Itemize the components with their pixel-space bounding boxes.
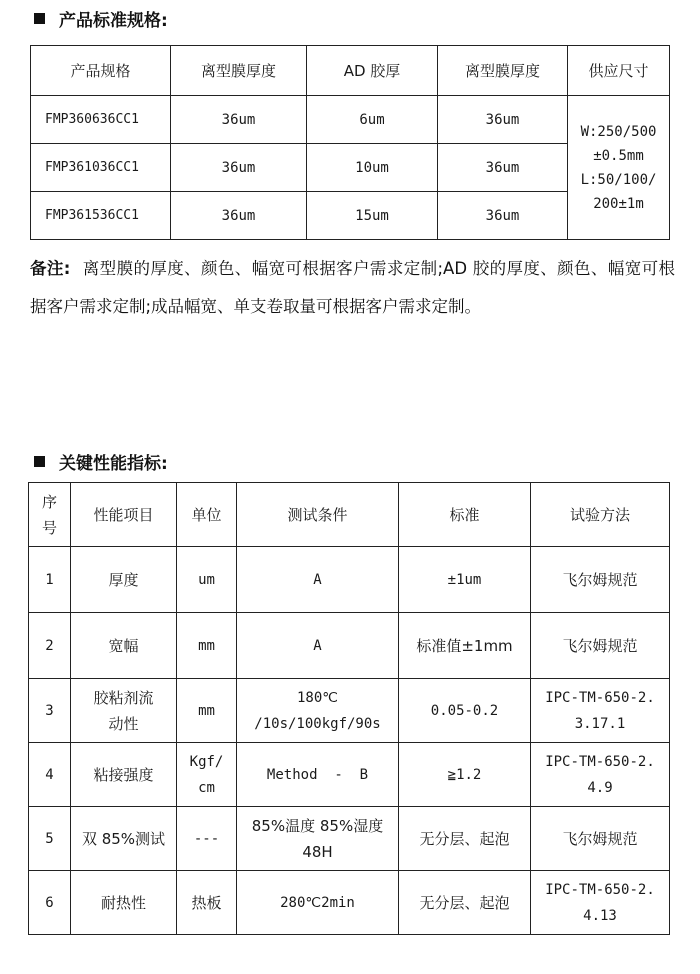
cell-line: 180℃ <box>296 689 338 706</box>
standard-cell <box>399 679 531 743</box>
item-cell <box>71 613 177 679</box>
spec-section-heading <box>34 6 168 31</box>
row-number: 1 <box>29 547 71 613</box>
cell-line: um <box>198 571 215 588</box>
unit-cell <box>177 807 237 871</box>
header-cell: 离型膜厚度 <box>438 46 568 96</box>
table-cell: 36um <box>438 144 568 192</box>
standard-cell <box>399 613 531 679</box>
bullet-square-icon <box>34 456 45 467</box>
cell-line: /10s/100kgf/90s <box>254 715 381 732</box>
header-cell: 试验方法 <box>531 483 670 547</box>
item-cell <box>71 807 177 871</box>
item-cell <box>71 743 177 807</box>
cell-line: 飞尔姆规范 <box>562 636 638 655</box>
cell-line: 动性 <box>108 714 139 733</box>
method-cell <box>531 743 670 807</box>
header-no-line: 号 <box>41 518 57 537</box>
standard-cell <box>399 807 531 871</box>
header-cell: 单位 <box>177 483 237 547</box>
header-cell: 离型膜厚度 <box>171 46 307 96</box>
performance-table <box>28 482 670 935</box>
header-cell: AD 胶厚 <box>307 46 438 96</box>
cell-line: 4.13 <box>583 907 617 924</box>
cell-line: IPC-TM-650-2. <box>545 753 655 770</box>
supply-size-line: 200±1m <box>593 195 644 212</box>
spec-header-row <box>31 46 670 96</box>
method-cell <box>531 613 670 679</box>
table-cell: 36um <box>171 192 307 240</box>
table-cell: 36um <box>171 144 307 192</box>
item-cell <box>71 871 177 935</box>
header-cell: 供应尺寸 <box>568 46 670 96</box>
cell-line: A <box>313 571 322 588</box>
product-code-cell: FMP360636CC1 <box>31 96 171 144</box>
cell-line: ±1um <box>447 571 482 588</box>
table-cell: 15um <box>307 192 438 240</box>
row-number: 3 <box>29 679 71 743</box>
table-row <box>29 679 670 743</box>
cell-line: Method - B <box>266 766 369 783</box>
cell-line: IPC-TM-650-2. <box>545 881 655 898</box>
item-cell <box>71 679 177 743</box>
table-row <box>29 743 670 807</box>
cell-line: 85%温度 85%湿度 <box>251 816 384 835</box>
product-code-cell: FMP361536CC1 <box>31 192 171 240</box>
cell-line: 厚度 <box>108 570 139 589</box>
cell-line: 耐热性 <box>100 893 146 912</box>
unit-cell <box>177 679 237 743</box>
product-code-cell: FMP361036CC1 <box>31 144 171 192</box>
cell-line: 宽幅 <box>108 636 139 655</box>
table-row <box>29 807 670 871</box>
header-cell: 产品规格 <box>31 46 171 96</box>
cell-line: IPC-TM-650-2. <box>545 689 655 706</box>
cell-line: 标准值±1mm <box>416 636 513 655</box>
cell-line: 飞尔姆规范 <box>562 829 638 848</box>
table-row <box>29 871 670 935</box>
cell-line: 无分层、起泡 <box>419 893 510 912</box>
supply-size-line: L:50/100/ <box>580 171 657 188</box>
row-number: 6 <box>29 871 71 935</box>
cell-line: ≧1.2 <box>447 766 482 783</box>
cell-line: 粘接强度 <box>93 765 154 784</box>
table-cell: 6um <box>307 96 438 144</box>
cell-line: 双 85%测试 <box>81 829 166 848</box>
cell-line: 飞尔姆规范 <box>562 570 638 589</box>
performance-section-title: 关键性能指标: <box>59 454 168 474</box>
standard-cell <box>399 871 531 935</box>
header-cell: 性能项目 <box>71 483 177 547</box>
cell-line: mm <box>198 702 215 719</box>
cell-line: 280℃2min <box>280 894 355 911</box>
cell-line: mm <box>198 637 215 654</box>
spec-section-title: 产品标准规格: <box>59 11 168 31</box>
remarks-label: 备注: <box>30 259 71 278</box>
table-cell: 36um <box>171 96 307 144</box>
spec-table <box>30 45 670 240</box>
method-cell <box>531 871 670 935</box>
method-cell <box>531 679 670 743</box>
header-cell: 标准 <box>399 483 531 547</box>
row-number: 4 <box>29 743 71 807</box>
condition-cell <box>237 613 399 679</box>
cell-line: 4.9 <box>587 779 613 796</box>
condition-cell <box>237 871 399 935</box>
method-cell <box>531 547 670 613</box>
unit-cell <box>177 547 237 613</box>
unit-cell <box>177 871 237 935</box>
header-no-line: 序 <box>41 492 57 511</box>
bullet-square-icon <box>34 13 45 24</box>
table-cell: 36um <box>438 192 568 240</box>
table-row <box>29 547 670 613</box>
unit-cell <box>177 613 237 679</box>
table-cell: 10um <box>307 144 438 192</box>
remarks-note <box>30 250 675 326</box>
cell-line: 3.17.1 <box>574 715 626 732</box>
condition-cell <box>237 743 399 807</box>
table-row <box>29 613 670 679</box>
condition-cell <box>237 679 399 743</box>
performance-section-heading <box>34 449 168 474</box>
cell-line: cm <box>198 779 215 796</box>
supply-size-line: W:250/500 <box>580 123 657 140</box>
remarks-text: 离型膜的厚度、颜色、幅宽可根据客户需求定制;AD 胶的厚度、颜色、幅宽可根据客户需求定制;成品幅宽、单支卷取量可根据客户需求定制。 <box>30 259 675 316</box>
supply-size-cell <box>568 96 670 240</box>
row-number: 5 <box>29 807 71 871</box>
cell-line: Kgf/ <box>189 753 224 770</box>
item-cell <box>71 547 177 613</box>
cell-line: A <box>313 637 322 654</box>
cell-line: 胶粘剂流 <box>93 688 154 707</box>
cell-line: 0.05-0.2 <box>430 702 499 719</box>
cell-line: 热板 <box>191 893 222 912</box>
cell-line: 48H <box>302 842 333 861</box>
header-cell-no <box>29 483 71 547</box>
condition-cell <box>237 807 399 871</box>
performance-header-row <box>29 483 670 547</box>
method-cell <box>531 807 670 871</box>
standard-cell <box>399 547 531 613</box>
condition-cell <box>237 547 399 613</box>
row-number: 2 <box>29 613 71 679</box>
supply-size-line: ±0.5mm <box>593 147 644 164</box>
header-cell: 测试条件 <box>237 483 399 547</box>
table-cell: 36um <box>438 96 568 144</box>
cell-line: 无分层、起泡 <box>419 829 510 848</box>
unit-cell <box>177 743 237 807</box>
table-row <box>31 96 670 144</box>
standard-cell <box>399 743 531 807</box>
cell-line: --- <box>193 830 220 847</box>
